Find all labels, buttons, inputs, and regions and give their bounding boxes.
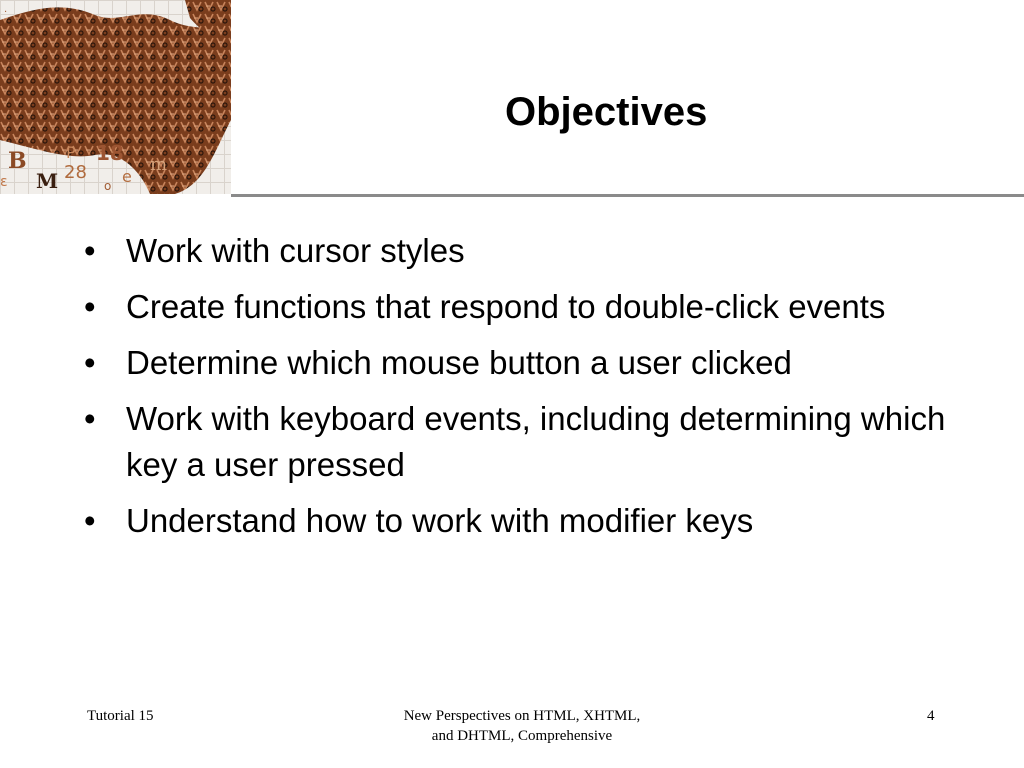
list-item-text: Determine which mouse button a user clicked [126, 344, 792, 381]
bullet-icon: • [84, 344, 96, 381]
list-item-text: Work with cursor styles [126, 232, 465, 269]
footer-book-title [362, 706, 682, 746]
page-number: 4 [927, 708, 935, 724]
svg-text:B: B [8, 148, 27, 174]
footer-book-title-line1: New Perspectives on HTML, XHTML, [403, 708, 641, 724]
svg-text:e: e [122, 167, 132, 186]
svg-text:M: M [36, 169, 59, 193]
footer-tutorial-label: Tutorial 15 [87, 708, 154, 724]
slide-title: Objectives [505, 90, 708, 134]
list-item-text: Create functions that respond to double-click events [126, 288, 886, 325]
bullet-icon: • [84, 288, 96, 325]
svg-text:.: . [4, 4, 8, 15]
list-item [84, 396, 964, 488]
bullet-icon: • [84, 502, 96, 539]
footer-book-title-line2: and DHTML, Comprehensive [431, 728, 613, 744]
objectives-list [84, 228, 964, 554]
title-divider [231, 194, 1024, 197]
svg-text:ε: ε [0, 174, 8, 190]
list-item [84, 284, 964, 330]
list-item [84, 228, 964, 274]
bullet-icon: • [84, 232, 96, 269]
svg-text:18: 18 [96, 141, 124, 165]
svg-text:o: o [104, 179, 112, 193]
list-item-text: Understand how to work with modifier keys [126, 502, 754, 539]
svg-text:m: m [150, 154, 168, 175]
list-item [84, 340, 964, 386]
svg-text:P: P [66, 143, 76, 162]
list-item [84, 498, 964, 544]
bullet-icon: • [84, 400, 96, 437]
letters-collage-graphic [0, 0, 231, 194]
svg-text:28: 28 [64, 162, 87, 183]
list-item-text: Work with keyboard events, including determining which key a user pressed [126, 400, 946, 483]
letters-collage-image [0, 0, 231, 194]
